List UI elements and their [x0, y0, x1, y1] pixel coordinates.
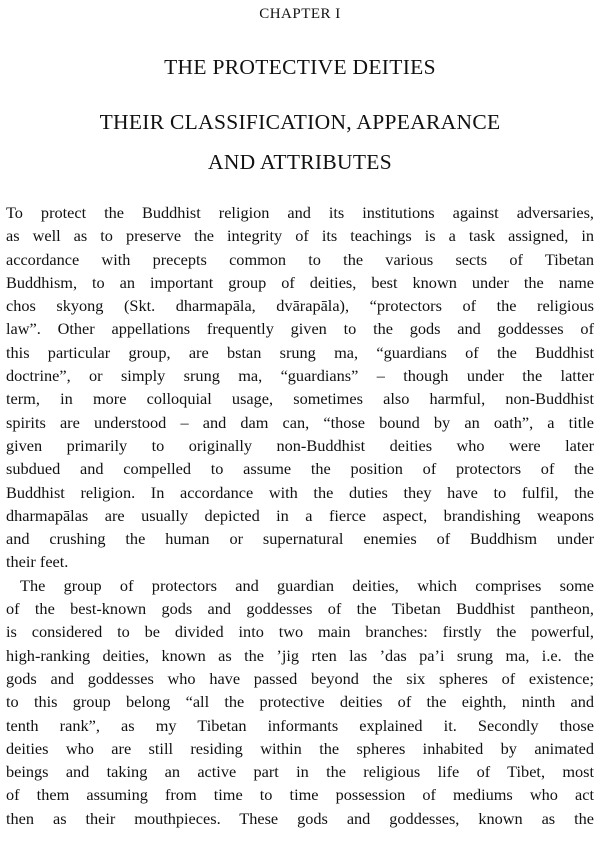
chapter-title-line-1: THE PROTECTIVE DEITIES [164, 55, 436, 79]
text-line: subdued and compelled to assume the position of protectors of the [6, 459, 594, 479]
chapter-title-line-2: THEIR CLASSIFICATION, APPEARANCE [99, 110, 501, 134]
text-line: as well as to preserve the integrity of its teachings is a task assigned, in [6, 226, 594, 246]
text-line: to this group belong “all the protective deities of the eighth, ninth and [6, 692, 594, 712]
text-line: of them assuming from time to time possession of mediums who act [6, 785, 594, 805]
text-line: of the best-known gods and goddesses of the Tibetan Buddhist pantheon, [6, 599, 594, 619]
chapter-title-line-3: AND ATTRIBUTES [208, 150, 392, 174]
text-line: then as their mouthpieces. These gods and goddesses, known as the [6, 808, 594, 828]
text-line: deities who are still residing within the spheres inhabited by animated [6, 738, 594, 758]
text-line: their feet. [6, 552, 69, 572]
text-line: law”. Other appellations frequently given to the gods and goddesses of [6, 319, 594, 339]
text-line: is considered to be divided into two main branches: firstly the powerful, [6, 622, 594, 642]
chapter-label: CHAPTER I [259, 6, 341, 22]
paragraph [6, 201, 594, 574]
text-line: accordance with precepts common to the various sects of Tibetan [6, 249, 594, 269]
text-line: To protect the Buddhist religion and its institutions against adversaries, [6, 203, 594, 222]
text-line: The group of protectors and guardian deities, which comprises some [20, 575, 594, 595]
paragraph [6, 574, 594, 830]
text-line: gods and goddesses who have passed beyond the six spheres of existence; [6, 668, 594, 688]
text-line: beings and taking an active part in the religious life of Tibet, most [6, 762, 594, 782]
body-text [6, 201, 594, 830]
text-line: high-ranking deities, known as the ’jig rten las ’das pa’i srung ma, i.e. the [6, 645, 594, 665]
text-line: doctrine”, or simply srung ma, “guardians” – though under the latter [6, 366, 594, 386]
text-line: Buddhism, to an important group of deities, best known under the name [6, 272, 594, 292]
text-line: term, in more colloquial usage, sometimes also harmful, non-Buddhist [6, 389, 594, 409]
text-line: Buddhist religion. In accordance with the duties they have to fulfil, the [6, 482, 594, 502]
text-line: and crushing the human or supernatural enemies of Buddhism under [6, 529, 594, 549]
text-line: chos skyong (Skt. dharmapāla, dvārapāla), “protectors of the religious [6, 296, 594, 316]
text-line: this particular group, are bstan srung ma, “guardians of the Buddhist [6, 342, 594, 362]
text-line: dharmapālas are usually depicted in a fierce aspect, brandishing weapons [6, 505, 594, 525]
text-line: spirits are understood – and dam can, “those bound by an oath”, a title [6, 412, 594, 432]
text-line: given primarily to originally non-Buddhist deities who were later [6, 435, 594, 455]
text-line: tenth rank”, as my Tibetan informants explained it. Secondly those [6, 715, 594, 735]
